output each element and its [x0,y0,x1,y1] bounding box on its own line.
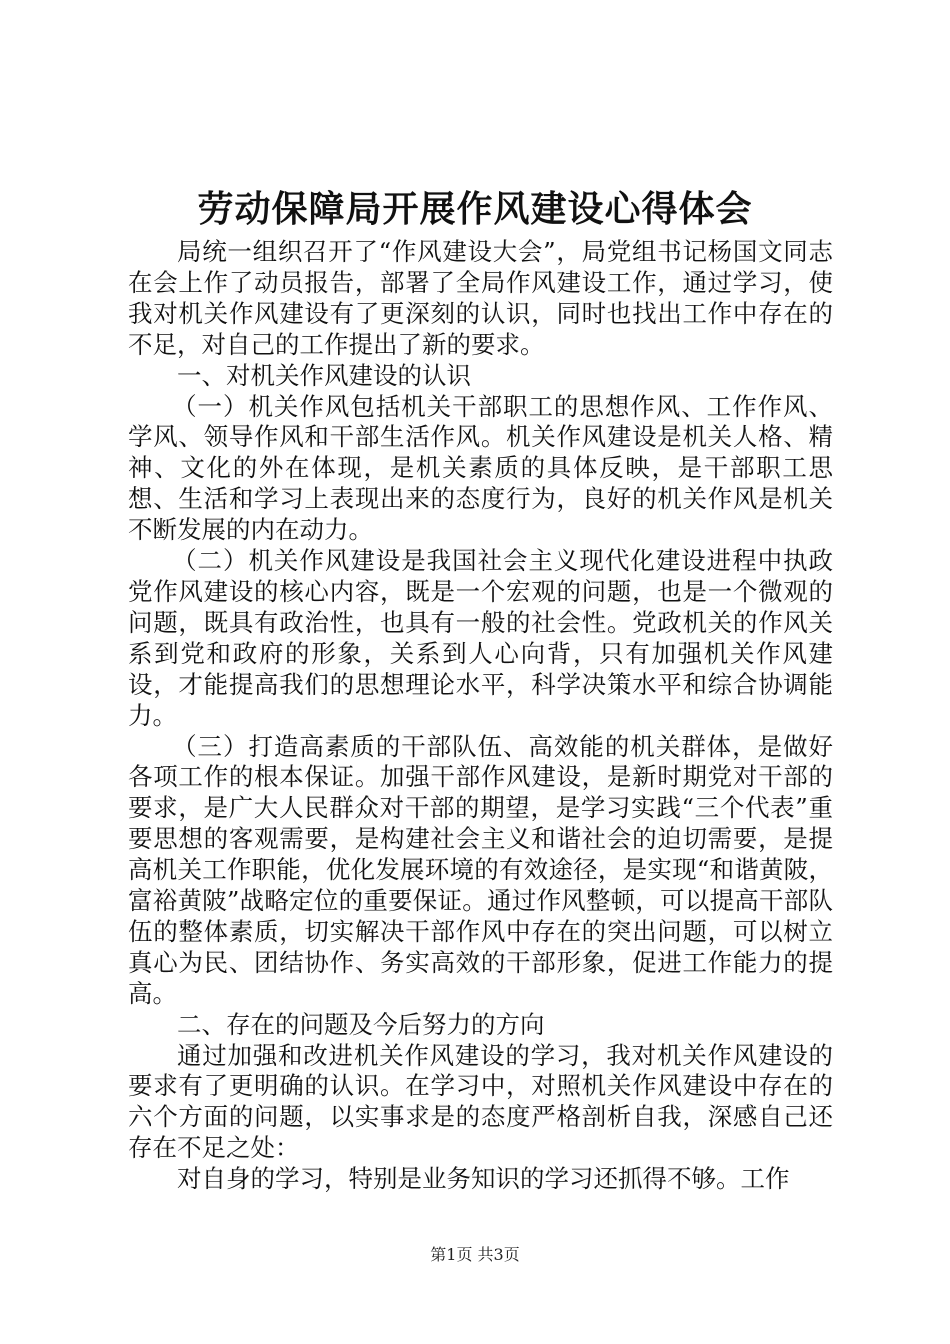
section-heading: 一、对机关作风建设的认识 [177,360,471,390]
body-paragraph: （一）机关作风包括机关干部职工的思想作风、工作作风、学风、领导作风和干部生活作风。机关作风建设是机关人格、精神、文化的外在体现，是机关素质的具体反映，是干部职工思想、生活和学习上表现出来的态度行为，良好的机关作风是机关不断发展的内在动力。 [128,391,833,545]
body-paragraph: 对自身的学习，特别是业务知识的学习还抓得不够。工作 [177,1164,790,1194]
body-paragraph: 通过加强和改进机关作风建设的学习，我对机关作风建设的要求有了更明确的认识。在学习中，对照机关作风建设中存在的六个方面的问题，以实事求是的态度严格剖析自我，深感自己还存在不足之处： [128,1040,833,1163]
body-paragraph: 局统一组织召开了“作风建设大会”，局党组书记杨国文同志在会上作了动员报告，部署了全局作风建设工作，通过学习，使我对机关作风建设有了更深刻的认识，同时也找出工作中存在的不足，对自己的工作提出了新的要求。 [128,237,833,359]
document-body [128,237,833,1195]
body-paragraph: （三）打造高素质的干部队伍、高效能的机关群体，是做好各项工作的根本保证。加强干部作风建设，是新时期党对干部的要求，是广大人民群众对干部的期望，是学习实践“三个代表”重要思想的客观需要，是构建社会主义和谐社会的迫切需要，是提高机关工作职能，优化发展环境的有效途径，是实现“和谐黄陂，富裕黄陂”战略定位的重要保证。通过作风整顿，可以提高干部队伍的整体素质，切实解决干部作风中存在的突出问题，可以树立真心为民、团结协作、务实高效的干部形象，促进工作能力的提高。 [128,731,833,1008]
body-paragraph: （二）机关作风建设是我国社会主义现代化建设进程中执政党作风建设的核心内容，既是一个宏观的问题，也是一个微观的问题，既具有政治性，也具有一般的社会性。党政机关的作风关系到党和政府的形象，关系到人心向背，只有加强机关作风建设，才能提高我们的思想理论水平，科学决策水平和综合协调能力。 [128,546,833,730]
page-footer: 第1页 共3页 [430,1245,520,1264]
document-title: 劳动保障局开展作风建设心得体会 [197,188,753,230]
section-heading: 二、存在的问题及今后努力的方向 [177,1009,545,1039]
